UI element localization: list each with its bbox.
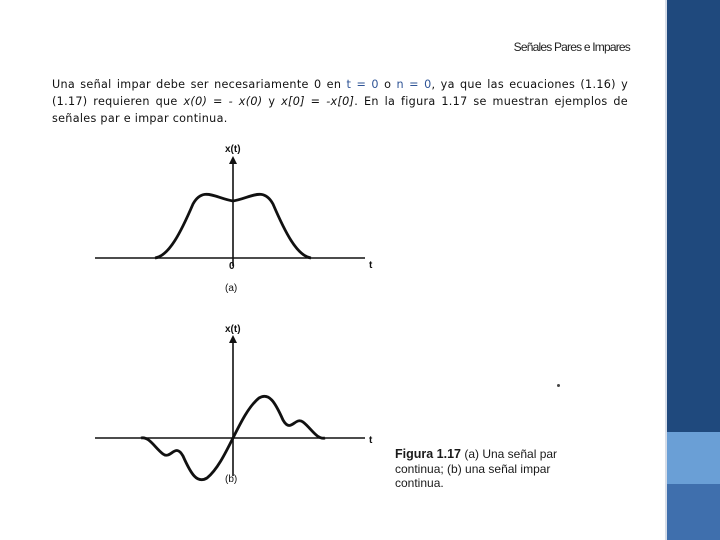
graph-a-y-label: x(t)	[225, 144, 241, 155]
math-x-continuous: x(0) = - x(0)	[183, 95, 263, 108]
figure-1-17	[83, 136, 581, 502]
graph-b-t-label: t	[369, 435, 373, 446]
side-band-mid	[667, 484, 720, 540]
math-t-zero: t = 0	[346, 78, 379, 91]
stray-dot	[557, 384, 560, 387]
math-x-discrete: x[0] = -x[0]	[281, 95, 355, 108]
body-text-4: y	[262, 95, 282, 108]
graph-b-y-arrow	[229, 335, 237, 343]
graph-b-y-label: x(t)	[225, 324, 241, 335]
graph-a-t-label: t	[369, 260, 373, 271]
graph-b	[95, 335, 365, 480]
graph-a-origin-label: 0	[229, 261, 235, 272]
body-text-3: , ya que las ecuaciones (1.16) y (1.17) requieren que	[52, 78, 629, 108]
caption-figure-number: Figura 1.17	[395, 447, 461, 461]
math-n-zero: n = 0	[396, 78, 432, 91]
graph-a-sublabel: (a)	[225, 283, 238, 294]
graph-a-y-arrow	[229, 156, 237, 164]
graph-b-sublabel: (b)	[225, 474, 238, 485]
body-text-2: o	[378, 78, 397, 91]
body-text-1: Una señal impar debe ser necesariamente 0 en	[52, 78, 347, 91]
caption-text: (a) Una señal par continua; (b) una señal impar continua.	[395, 447, 558, 490]
body-text-5: . En la figura 1.17 se muestran ejemplos de señales par e impar continua.	[52, 95, 628, 125]
graph-a	[95, 156, 365, 266]
body-paragraph	[52, 76, 628, 127]
slide-title: Señales Pares e Impares	[513, 40, 630, 54]
figure-caption	[395, 447, 575, 491]
side-band-light	[667, 432, 720, 484]
